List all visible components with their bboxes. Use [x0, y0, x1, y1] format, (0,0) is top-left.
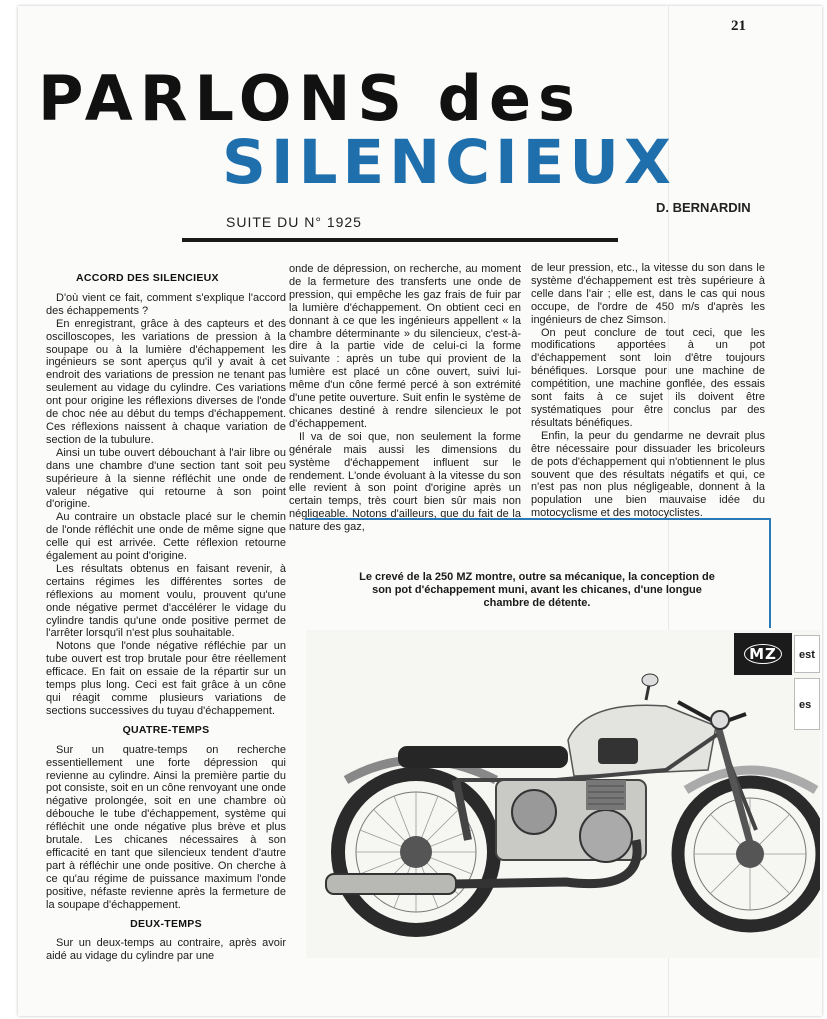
- paragraph: Sur un deux-temps au contraire, après avoir aidé au vidage du cylindre par une: [46, 937, 286, 963]
- title-rule: [182, 238, 618, 242]
- paragraph: On peut conclure de tout ceci, que les modifications apportées à un pot d'échappement sont loin d'être toujours bénéfiques. Lorsque pour une machine de compétition, une machine gonflée, des essais sont faits à ce sujet ils doivent être systématiques pour être conclus par des résultats bénéfiques.: [531, 326, 765, 429]
- article-subtitle: SUITE DU N° 1925: [226, 214, 362, 230]
- paragraph: D'où vient ce fait, comment s'explique l'accord des échappements ?: [46, 291, 286, 317]
- photo-caption: Le crevé de la 250 MZ montre, outre sa mécanique, la conception de son pot d'échappement muni, avant les chicanes, d'une longue chambre de détente.: [359, 571, 715, 609]
- text-column-1: [46, 272, 286, 963]
- page-number: 21: [731, 18, 746, 34]
- paragraph: En enregistrant, grâce à des capteurs et des oscilloscopes, les variations de pression à la soupape ou à la lumière d'échappement les ingénieurs se sont aperçus qu'il y avait à cet endroit des variations de pression ne tenant pas seulement au vidage du cylindre. Ces variations ont pour origine les réflexions diverses de l'onde de choc née au début du temps d'échappement. Ces réflexions naissent à chaque variation de section de la tubulure.: [46, 317, 286, 446]
- paragraph: Ainsi un tube ouvert débouchant à l'air libre ou dans une chambre d'une section tant soit peu supérieure à la sienne réfléchit une onde de valeur négative qui retourne à son point d'origine.: [46, 446, 286, 511]
- paragraph: Enfin, la peur du gendarme ne devrait plus être nécessaire pour dissuader les bricoleurs de pots d'échappement qui n'obtiennent le plus souvent que des résultats négatifs et qui, ce n'est pas non plus négligeable, donnent à la population une bien mauvaise idée du motocyclisme et des motocyclistes.: [531, 429, 765, 520]
- section-heading-deux-temps: DEUX-TEMPS: [130, 917, 202, 930]
- mz-logo: MZ: [734, 633, 792, 675]
- title-line-1: PARLONS des: [38, 62, 582, 135]
- text-column-2: [289, 263, 521, 534]
- paragraph: Notons que l'onde négative réfléchie par un tube ouvert est trop brutale pour être réellement efficace. En fait on essaie de la répartir sur un temps plus long. Ceci est fait grâce à un cône qui réagit comme plusieurs variations de sections successives du tuyau d'échappement.: [46, 640, 286, 717]
- section-heading-quatre-temps: QUATRE-TEMPS: [122, 723, 210, 736]
- motorcycle-illustration: [306, 630, 820, 958]
- side-text-bottom: es: [794, 678, 820, 730]
- text-column-3: [531, 262, 765, 520]
- author-name: D. BERNARDIN: [656, 200, 751, 215]
- paragraph: onde de dépression, on recherche, au moment de la fermeture des transferts une onde de pression, qui empêche les gaz frais de fuir par la lumière d'échappement. On obtient ceci en donnant à ce que les ingénieurs appellent « la chambre déterminante » du silencieux, c'est-à-dire à la partie vide de celui-ci la forme suivante : après un tube qui provient de la lumière est placé un cône ouvert, suivi lui-même d'un cône fermé percé à son extrémité d'une petite ouverture. Suit enfin le système de chicanes destiné à rendre silencieux le pot d'échappement.: [289, 263, 521, 430]
- paragraph: de leur pression, etc., la vitesse du son dans le système d'échappement est très supérieure à celle dans l'air ; elle est, dans le cas qui nous occupe, de l'ordre de 450 m/s d'après les ingénieurs de chez Simson.: [531, 262, 765, 326]
- section-heading-accord: ACCORD DES SILENCIEUX: [76, 272, 219, 284]
- paragraph: Sur un quatre-temps on recherche essentiellement une forte dépression qui revienne au cylindre. Ainsi la première partie du pot consiste, soit en un cône renvoyant une onde négative prolongée, soit en une chambre où débouche le tube d'échappement, système qui réfléchit une onde négative plus brève et plus brutale. Les chicanes nécessaires à son efficacité en tant que silencieux tendent d'autre part à réfléchir une onde positive. On cherche à ce qu'au régime de puissance maximum l'onde positive, néfaste revienne après la fermeture de la soupape d'échappement.: [46, 743, 286, 911]
- side-text-top: est: [794, 635, 820, 673]
- title-line-2: SILENCIEUX: [222, 127, 676, 198]
- paragraph: Au contraire un obstacle placé sur le chemin de l'onde réfléchit une onde de même signe que celle qui est arrivée. Cette réflexion retourne également au point d'origine.: [46, 511, 286, 563]
- paragraph: Il va de soi que, non seulement la forme générale mais aussi les dimensions du système d'échappement influent sur le rendement. L'onde évoluant à la vitesse du son elle revient à son point d'origine après un certain temps, très court bien sûr mais non négligeable. Notons d'ailleurs, que du fait de la nature des gaz,: [289, 430, 521, 534]
- paragraph: Les résultats obtenus en faisant revenir, à certains régimes les différentes sortes de réflexions au moment voulu, prouvent qu'une onde négative permet d'accélérer le vidage du cylindre tandis qu'une onde positive permet de l'arrêter lorsqu'il n'est plus souhaitable.: [46, 562, 286, 640]
- motorcycle-cutaway-photo: [306, 630, 820, 958]
